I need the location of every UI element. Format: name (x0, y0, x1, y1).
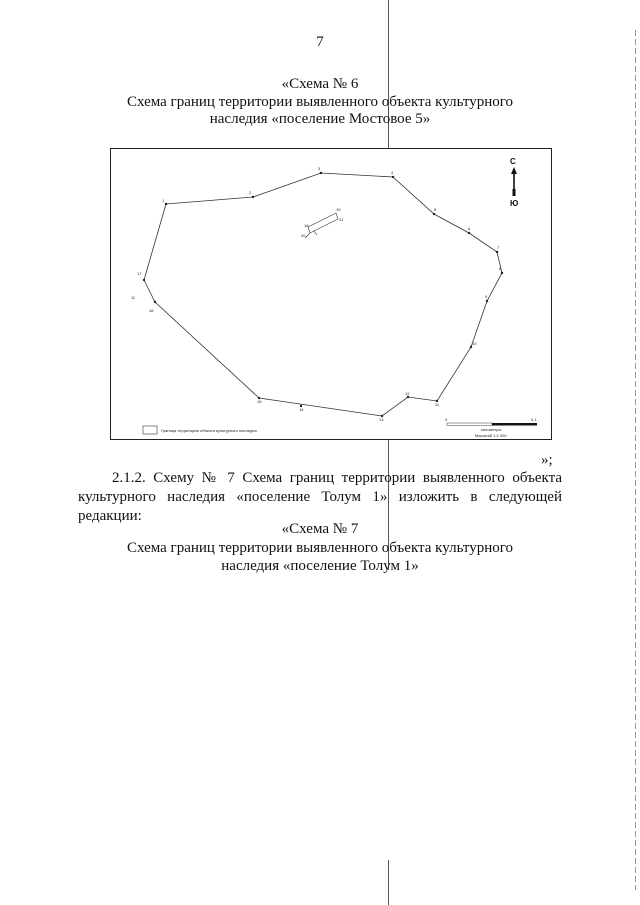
vertex-label: 11 (131, 295, 136, 300)
vertex-9 (486, 300, 488, 302)
boundary-map-drawing (111, 149, 553, 441)
feature-label: 21 (339, 217, 344, 222)
feature-label: 20 (301, 233, 306, 238)
vertex-4 (392, 176, 394, 178)
vertex-label: 8 (499, 266, 502, 271)
vertex-label: 1 (162, 198, 165, 203)
scheme7-title: «Схема № 7 (281, 521, 359, 537)
vertex-16 (154, 301, 156, 303)
vertex-3 (320, 172, 322, 174)
closing-quote: »; (541, 452, 553, 468)
vertex-12 (407, 396, 409, 398)
vertex-label: 17 (137, 271, 142, 276)
scale-bar (447, 423, 537, 426)
vertex-8 (501, 272, 503, 274)
scale-units: километры (481, 427, 502, 432)
vertex-label: 6 (468, 226, 471, 231)
vertex-label: 3 (318, 166, 321, 171)
territory-boundary (144, 173, 502, 416)
paragraph-2-1-2: 2.1.2. Схему № 7 Схема границ территории выявленного объекта культурного наследия «поселение Толум 1» изложить в следующей редакции: (78, 470, 562, 524)
legend-swatch (143, 426, 157, 434)
vertex-label: 11 (435, 402, 440, 407)
legend-text: Граница территории объекта культурного наследия (161, 428, 257, 433)
inner-feature (305, 213, 338, 238)
scheme7-subtitle-line1: Схема границ территории выявленного объекта культурного (126, 540, 514, 556)
scale-start: 0 (445, 417, 448, 422)
north-label: С (510, 157, 516, 166)
scheme6-subtitle-line1: Схема границ территории выявленного объекта культурного (126, 94, 514, 110)
vertex-6 (468, 232, 470, 234)
vertex-label: 9 (485, 294, 488, 299)
feature-label: 18 (304, 223, 309, 228)
vertex-label: 14 (299, 407, 304, 412)
scale-text: Масштаб 1:2 000 (475, 433, 507, 438)
scale-end: 0,1 (531, 417, 537, 422)
vertex-label: 7 (497, 245, 500, 250)
scan-fold-line-bottom (388, 860, 389, 905)
boundary-map (110, 148, 552, 440)
vertex-label: 10 (472, 341, 477, 346)
vertex-label: 2 (249, 190, 252, 195)
vertex-label: 16 (149, 308, 154, 313)
vertex-1 (165, 203, 167, 205)
vertex-10 (470, 346, 472, 348)
vertex-label: 4 (391, 170, 394, 175)
north-arrow-icon (511, 167, 517, 196)
vertex-label: 13 (379, 417, 384, 422)
south-label: Ю (510, 199, 519, 208)
vertex-label: 5 (434, 207, 437, 212)
feature-label: 19 (336, 207, 341, 212)
scheme7-subtitle-line2: наследия «поселение Толум 1» (221, 558, 419, 574)
scheme6-title: «Схема № 6 (281, 76, 359, 92)
vertex-label: 15 (257, 399, 262, 404)
vertex-label: 12 (405, 391, 410, 396)
vertex-2 (252, 196, 254, 198)
vertex-5 (433, 213, 435, 215)
scheme6-subtitle-line2: наследия «поселение Мостовое 5» (209, 111, 431, 127)
vertex-7 (496, 251, 498, 253)
page-number: 7 (316, 34, 324, 50)
scan-page-edge (635, 30, 636, 890)
vertex-17 (143, 279, 145, 281)
